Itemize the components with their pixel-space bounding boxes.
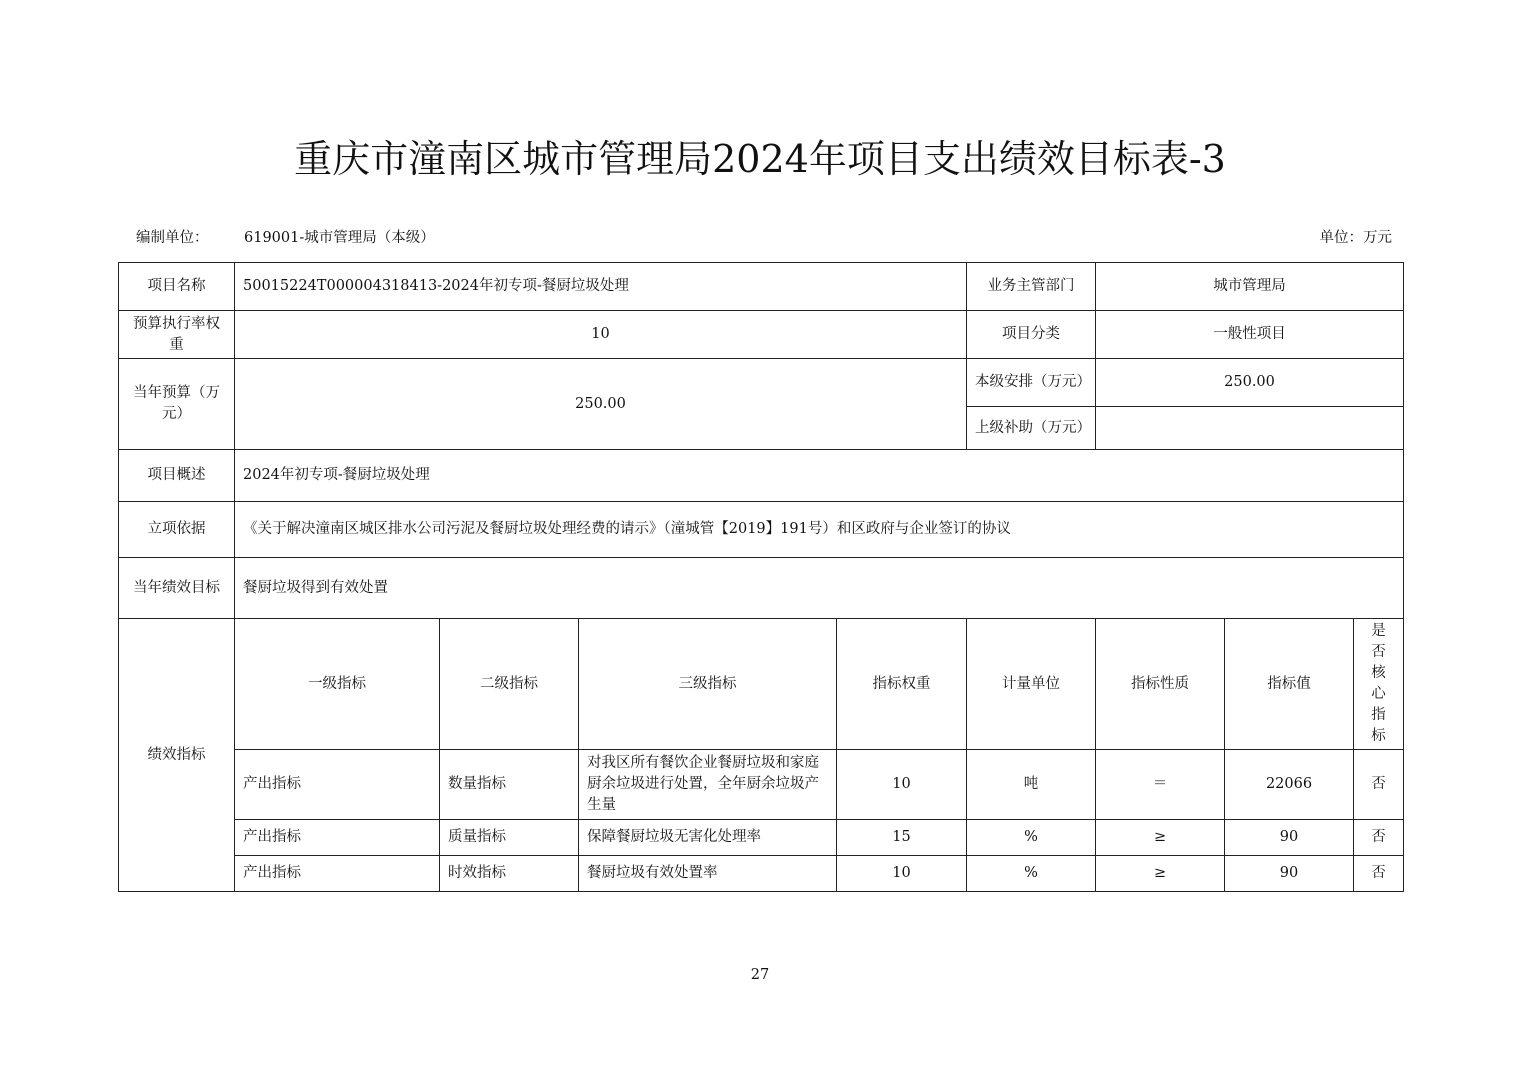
goal-value: 餐厨垃圾得到有效处置 [235,558,1404,619]
indicator-level3: 对我区所有餐饮企业餐厨垃圾和家庭厨余垃圾进行处置，全年厨余垃圾产生量 [579,750,837,820]
org-label: 编制单位： [136,230,209,246]
superior-subsidy-label: 上级补助（万元） [967,407,1096,450]
dept-value: 城市管理局 [1096,263,1404,311]
project-name-value: 50015224T000004318413-2024年初专项-餐厨垃圾处理 [235,263,967,311]
indicator-header-row [119,619,1404,750]
indicators-label: 绩效指标 [119,619,235,892]
header-value: 指标值 [1225,619,1354,750]
indicator-unit: 吨 [967,750,1096,820]
indicator-core: 否 [1354,856,1404,892]
local-budget-label: 本级安排（万元） [967,359,1096,407]
performance-table [118,262,1404,892]
exec-weight-value: 10 [235,311,967,359]
indicator-level1: 产出指标 [235,856,440,892]
dept-label: 业务主管部门 [967,263,1096,311]
category-value: 一般性项目 [1096,311,1404,359]
row-budget [119,359,1404,407]
header-core-char: 否 [1371,644,1386,660]
row-exec-weight [119,311,1404,359]
indicator-weight: 10 [837,856,967,892]
indicator-nature: ≥ [1096,856,1225,892]
row-overview [119,450,1404,502]
indicator-level3: 保障餐厨垃圾无害化处理率 [579,820,837,856]
indicator-nature: ≥ [1096,820,1225,856]
row-basis [119,502,1404,558]
indicator-weight: 10 [837,750,967,820]
page-title: 重庆市潼南区城市管理局2024年项目支出绩效目标表-3 [294,137,1226,181]
indicator-level2: 时效指标 [440,856,579,892]
header-level3: 三级指标 [579,619,837,750]
budget-label: 当年预算（万元） [119,359,235,450]
goal-label: 当年绩效目标 [119,558,235,619]
basis-value: 《关于解决潼南区城区排水公司污泥及餐厨垃圾处理经费的请示》（潼城管【2019】191号）和区政府与企业签订的协议 [235,502,1404,558]
header-core-char: 指 [1371,707,1386,723]
table-row [119,750,1404,820]
indicator-core: 否 [1354,750,1404,820]
overview-label: 项目概述 [119,450,235,502]
indicator-value: 22066 [1225,750,1354,820]
indicator-weight: 15 [837,820,967,856]
header-core-char: 是 [1371,623,1386,639]
header-core-char: 核 [1371,665,1386,681]
indicator-value: 90 [1225,820,1354,856]
indicator-level1: 产出指标 [235,820,440,856]
project-name-label: 项目名称 [119,263,235,311]
basis-label: 立项依据 [119,502,235,558]
table-row [119,856,1404,892]
table-row [119,820,1404,856]
org-value: 619001-城市管理局（本级） [244,230,435,246]
superior-subsidy-value [1096,407,1404,450]
indicator-value: 90 [1225,856,1354,892]
category-label: 项目分类 [967,311,1096,359]
overview-value: 2024年初专项-餐厨垃圾处理 [235,450,1404,502]
indicator-level2: 数量指标 [440,750,579,820]
header-core-char: 心 [1371,686,1386,702]
budget-value: 250.00 [235,359,967,450]
header-nature: 指标性质 [1096,619,1225,750]
indicator-level1: 产出指标 [235,750,440,820]
header-core [1354,619,1404,750]
unit-label: 单位：万元 [1319,230,1392,246]
row-project-name [119,263,1404,311]
page-number: 27 [750,967,770,983]
indicator-unit: % [967,856,1096,892]
exec-weight-label: 预算执行率权重 [119,311,235,359]
indicator-core: 否 [1354,820,1404,856]
indicator-level3: 餐厨垃圾有效处置率 [579,856,837,892]
header-level1: 一级指标 [235,619,440,750]
indicator-nature: ＝ [1096,750,1225,820]
indicator-level2: 质量指标 [440,820,579,856]
header-unit: 计量单位 [967,619,1096,750]
header-core-char: 标 [1371,728,1386,744]
header-weight: 指标权重 [837,619,967,750]
indicator-unit: % [967,820,1096,856]
local-budget-value: 250.00 [1096,359,1404,407]
row-goal [119,558,1404,619]
header-level2: 二级指标 [440,619,579,750]
